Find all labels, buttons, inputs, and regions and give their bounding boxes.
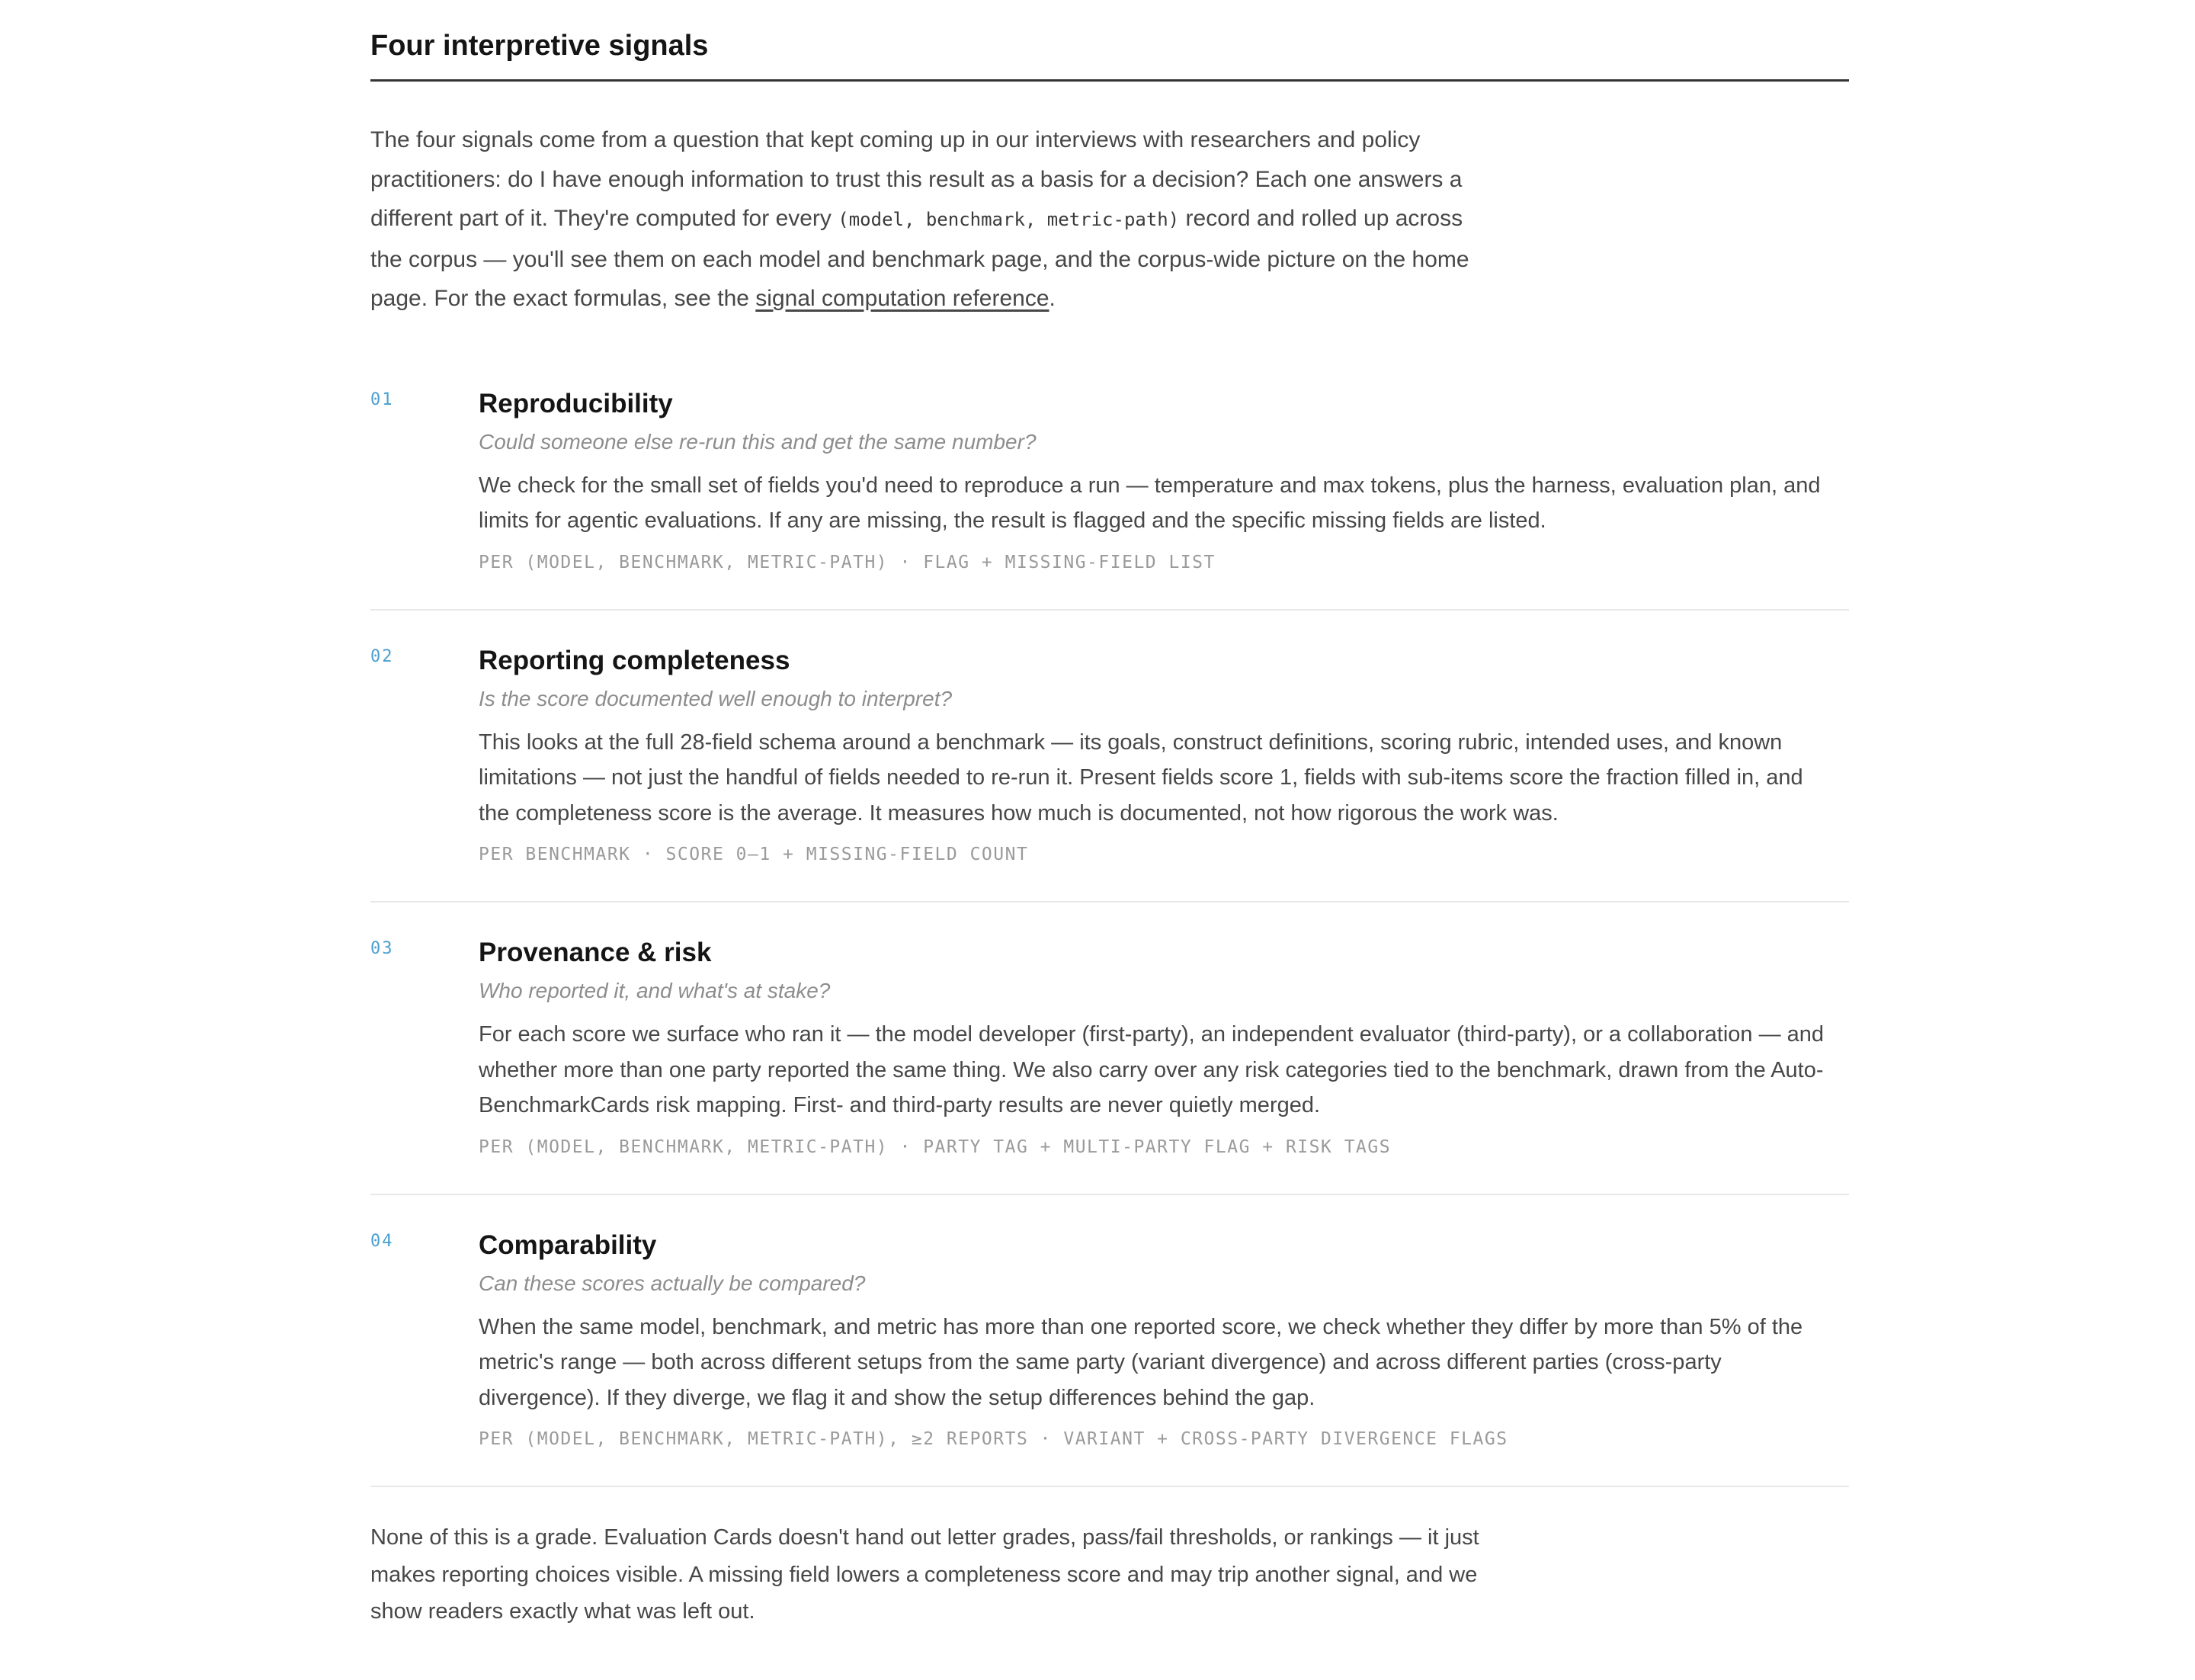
- signal-reporting-completeness: [370, 611, 1849, 903]
- intro-text-end: .: [1049, 286, 1056, 311]
- signal-scope-meta: PER (MODEL, BENCHMARK, METRIC-PATH) · PARTY TAG + MULTI-PARTY FLAG + RISK TAGS: [479, 1137, 1392, 1157]
- signal-name: Provenance & risk: [479, 938, 712, 967]
- signal-question: Who reported it, and what's at stake?: [479, 979, 831, 1002]
- signal-name: Reproducibility: [479, 388, 673, 418]
- signal-content: [479, 936, 1849, 1160]
- signal-question: Is the score documented well enough to interpret?: [479, 686, 953, 710]
- signal-scope-meta: PER (MODEL, BENCHMARK, METRIC-PATH), ≥2 REPORTS · VARIANT + CROSS-PARTY DIVERGENCE FLAGS: [479, 1429, 1508, 1449]
- signal-question: Can these scores actually be compared?: [479, 1271, 866, 1295]
- signal-name: Reporting completeness: [479, 645, 790, 675]
- section-title: Four interpretive signals: [370, 0, 1849, 82]
- closing-paragraph: None of this is a grade. Evaluation Cards doesn't hand out letter grades, pass/fail thresholds, or rankings — it just makes reporting choices visible. A missing field lowers a completeness score and may trip another signal, and we show readers exactly what was left out.: [370, 1525, 1479, 1624]
- signal-name: Comparability: [479, 1230, 657, 1260]
- signal-content: [479, 387, 1849, 575]
- signal-provenance-risk: [370, 903, 1849, 1195]
- intro-text-middle: record and rolled up across the corpus — you'll see them on each model and benchmark page, and the corpus-wide picture on the home page. For the exact formulas, see the: [370, 206, 1469, 311]
- signals-list: [370, 364, 1849, 1488]
- signal-scope-meta: PER BENCHMARK · SCORE 0–1 + MISSING-FIELD COUNT: [479, 845, 1029, 864]
- signals-article: [370, 0, 1849, 1630]
- signal-number: 04: [370, 1231, 394, 1251]
- signal-content: [479, 644, 1849, 868]
- signal-number: 03: [370, 939, 394, 958]
- signal-description: When the same model, benchmark, and metric has more than one reported score, we check whether they differ by more than 5% of the metric's range — both across different setups from the same party (variant divergence) and across different parties (cross-party divergence). If they diverge, we flag it and show the setup differences behind the gap.: [479, 1314, 1803, 1410]
- signal-description: This looks at the full 28-field schema around a benchmark — its goals, construct definitions, scoring rubric, intended uses, and known limitations — not just the handful of fields needed to re-run it. Present fields score 1, fields with sub-items score the fraction filled in, and the completeness score is the average. It measures how much is documented, not how rigorous the work was.: [479, 729, 1803, 826]
- record-key-code: (model, benchmark, metric-path): [838, 209, 1180, 230]
- intro-paragraph: [370, 120, 1483, 319]
- signal-description: We check for the small set of fields you'd need to reproduce a run — temperature and max tokens, plus the harness, evaluation plan, and limits for agentic evaluations. If any are missing, the result is flagged and the specific missing fields are listed.: [479, 473, 1821, 533]
- signal-content: [479, 1229, 1849, 1453]
- signal-computation-reference-link[interactable]: signal computation reference: [755, 286, 1049, 311]
- intro-text-start: The four signals come from a question that kept coming up in our interviews with researchers and policy practitioners: do I have enough information to trust this result as a basis for a decision? Each one answers a different part of it. They're computed for every: [370, 127, 1463, 231]
- signal-reproducibility: [370, 364, 1849, 611]
- signal-question: Could someone else re-run this and get the same number?: [479, 429, 1037, 454]
- signal-description: For each score we surface who ran it — the model developer (first-party), an independent evaluator (third-party), or a collaboration — and whether more than one party reported the same thing. We also carry over any risk categories tied to the benchmark, drawn from the Auto-BenchmarkCards risk mapping. First- and third-party results are never quietly merged.: [479, 1022, 1825, 1117]
- signal-scope-meta: PER (MODEL, BENCHMARK, METRIC-PATH) · FLAG + MISSING-FIELD LIST: [479, 552, 1216, 572]
- signal-number: 01: [370, 390, 394, 409]
- signal-number: 02: [370, 646, 394, 666]
- signal-comparability: [370, 1195, 1849, 1488]
